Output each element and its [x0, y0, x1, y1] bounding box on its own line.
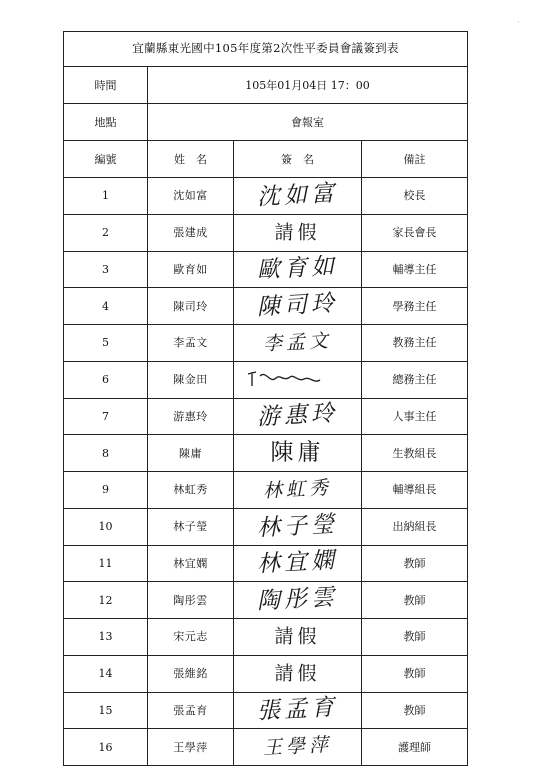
row-number: 4 — [64, 288, 148, 325]
row-remark: 輔導主任 — [362, 251, 468, 288]
row-signature — [234, 619, 362, 656]
row-number: 1 — [64, 178, 148, 215]
row-name: 游惠玲 — [148, 398, 234, 435]
row-number: 16 — [64, 729, 148, 766]
row-number: 3 — [64, 251, 148, 288]
row-name: 歐育如 — [148, 251, 234, 288]
header-signature: 簽 名 — [234, 141, 362, 178]
row-signature — [234, 214, 362, 251]
row-name: 王學萍 — [148, 729, 234, 766]
row-number: 8 — [64, 435, 148, 472]
row-remark: 校長 — [362, 178, 468, 215]
handwritten-signature: 李孟文 — [262, 329, 333, 356]
row-number: 14 — [64, 655, 148, 692]
table-row — [64, 508, 468, 545]
time-value: 105年01月04日 17：00 — [148, 67, 468, 104]
row-signature — [234, 435, 362, 472]
table-row — [64, 288, 468, 325]
row-signature — [234, 545, 362, 582]
table-row — [64, 692, 468, 729]
table-row — [64, 655, 468, 692]
handwritten-signature: 陳庸 — [270, 439, 325, 466]
row-signature — [234, 398, 362, 435]
scan-mark: · — [517, 18, 520, 28]
row-name: 陳庸 — [148, 435, 234, 472]
row-signature — [234, 288, 362, 325]
row-signature — [234, 508, 362, 545]
table-row — [64, 729, 468, 766]
row-signature — [234, 178, 362, 215]
table-row — [64, 361, 468, 398]
row-name: 張建成 — [148, 214, 234, 251]
table-row — [64, 472, 468, 509]
signature-scribble — [244, 368, 344, 390]
row-name: 張孟育 — [148, 692, 234, 729]
handwritten-signature: 林宜嫻 — [256, 547, 339, 578]
sheet-title: 宜蘭縣東光國中105年度第2次性平委員會議簽到表 — [64, 32, 468, 67]
row-name: 陳金田 — [148, 361, 234, 398]
row-name: 宋元志 — [148, 619, 234, 656]
header-remark: 備註 — [362, 141, 468, 178]
row-name: 林宜嫻 — [148, 545, 234, 582]
place-row — [64, 104, 468, 141]
row-signature — [234, 655, 362, 692]
row-remark: 出納組長 — [362, 508, 468, 545]
row-number: 9 — [64, 472, 148, 509]
row-remark: 人事主任 — [362, 398, 468, 435]
row-name: 沈如富 — [148, 178, 234, 215]
handwritten-signature: 請假 — [274, 625, 321, 648]
row-remark: 護理師 — [362, 729, 468, 766]
table-row — [64, 214, 468, 251]
row-remark: 學務主任 — [362, 288, 468, 325]
handwritten-signature: 林子瑩 — [256, 511, 339, 542]
handwritten-signature: 陳司玲 — [256, 290, 339, 321]
handwritten-signature: 請假 — [274, 662, 321, 685]
row-remark: 家長會長 — [362, 214, 468, 251]
title-row — [64, 32, 468, 67]
time-label: 時間 — [64, 67, 148, 104]
place-value: 會報室 — [148, 104, 468, 141]
row-name: 林虹秀 — [148, 472, 234, 509]
handwritten-signature: 請假 — [274, 221, 321, 244]
table-row — [64, 178, 468, 215]
row-number: 7 — [64, 398, 148, 435]
table-row — [64, 619, 468, 656]
row-signature — [234, 251, 362, 288]
row-name: 林子瑩 — [148, 508, 234, 545]
row-number: 6 — [64, 361, 148, 398]
row-signature — [234, 472, 362, 509]
table-row — [64, 582, 468, 619]
handwritten-signature: 沈如富 — [256, 180, 339, 211]
header-no: 編號 — [64, 141, 148, 178]
row-signature — [234, 582, 362, 619]
handwritten-signature: 王學萍 — [262, 733, 333, 760]
row-signature — [234, 692, 362, 729]
row-remark: 總務主任 — [362, 361, 468, 398]
row-name: 陳司玲 — [148, 288, 234, 325]
row-number: 12 — [64, 582, 148, 619]
row-remark: 教師 — [362, 619, 468, 656]
table-row — [64, 435, 468, 472]
row-remark: 教務主任 — [362, 325, 468, 362]
handwritten-signature: 陶彤雲 — [256, 584, 339, 615]
row-remark: 教師 — [362, 582, 468, 619]
row-number: 2 — [64, 214, 148, 251]
handwritten-signature: 游惠玲 — [256, 400, 339, 431]
row-number: 13 — [64, 619, 148, 656]
place-label: 地點 — [64, 104, 148, 141]
handwritten-signature: 歐育如 — [256, 253, 339, 284]
table-row — [64, 398, 468, 435]
row-remark: 教師 — [362, 655, 468, 692]
table-row — [64, 251, 468, 288]
row-remark: 教師 — [362, 545, 468, 582]
row-remark: 輔導組長 — [362, 472, 468, 509]
row-name: 陶彤雲 — [148, 582, 234, 619]
header-row — [64, 141, 468, 178]
handwritten-signature: 林虹秀 — [262, 476, 333, 503]
table-row — [64, 325, 468, 362]
row-number: 10 — [64, 508, 148, 545]
sign-in-sheet — [63, 31, 468, 766]
row-name: 李孟文 — [148, 325, 234, 362]
row-number: 5 — [64, 325, 148, 362]
row-number: 11 — [64, 545, 148, 582]
row-remark: 生教組長 — [362, 435, 468, 472]
row-remark: 教師 — [362, 692, 468, 729]
row-signature — [234, 729, 362, 766]
time-row — [64, 67, 468, 104]
handwritten-signature: 張孟育 — [256, 694, 339, 725]
row-signature — [234, 325, 362, 362]
row-name: 張維銘 — [148, 655, 234, 692]
row-number: 15 — [64, 692, 148, 729]
table-row — [64, 545, 468, 582]
row-signature — [234, 361, 362, 398]
header-name: 姓 名 — [148, 141, 234, 178]
